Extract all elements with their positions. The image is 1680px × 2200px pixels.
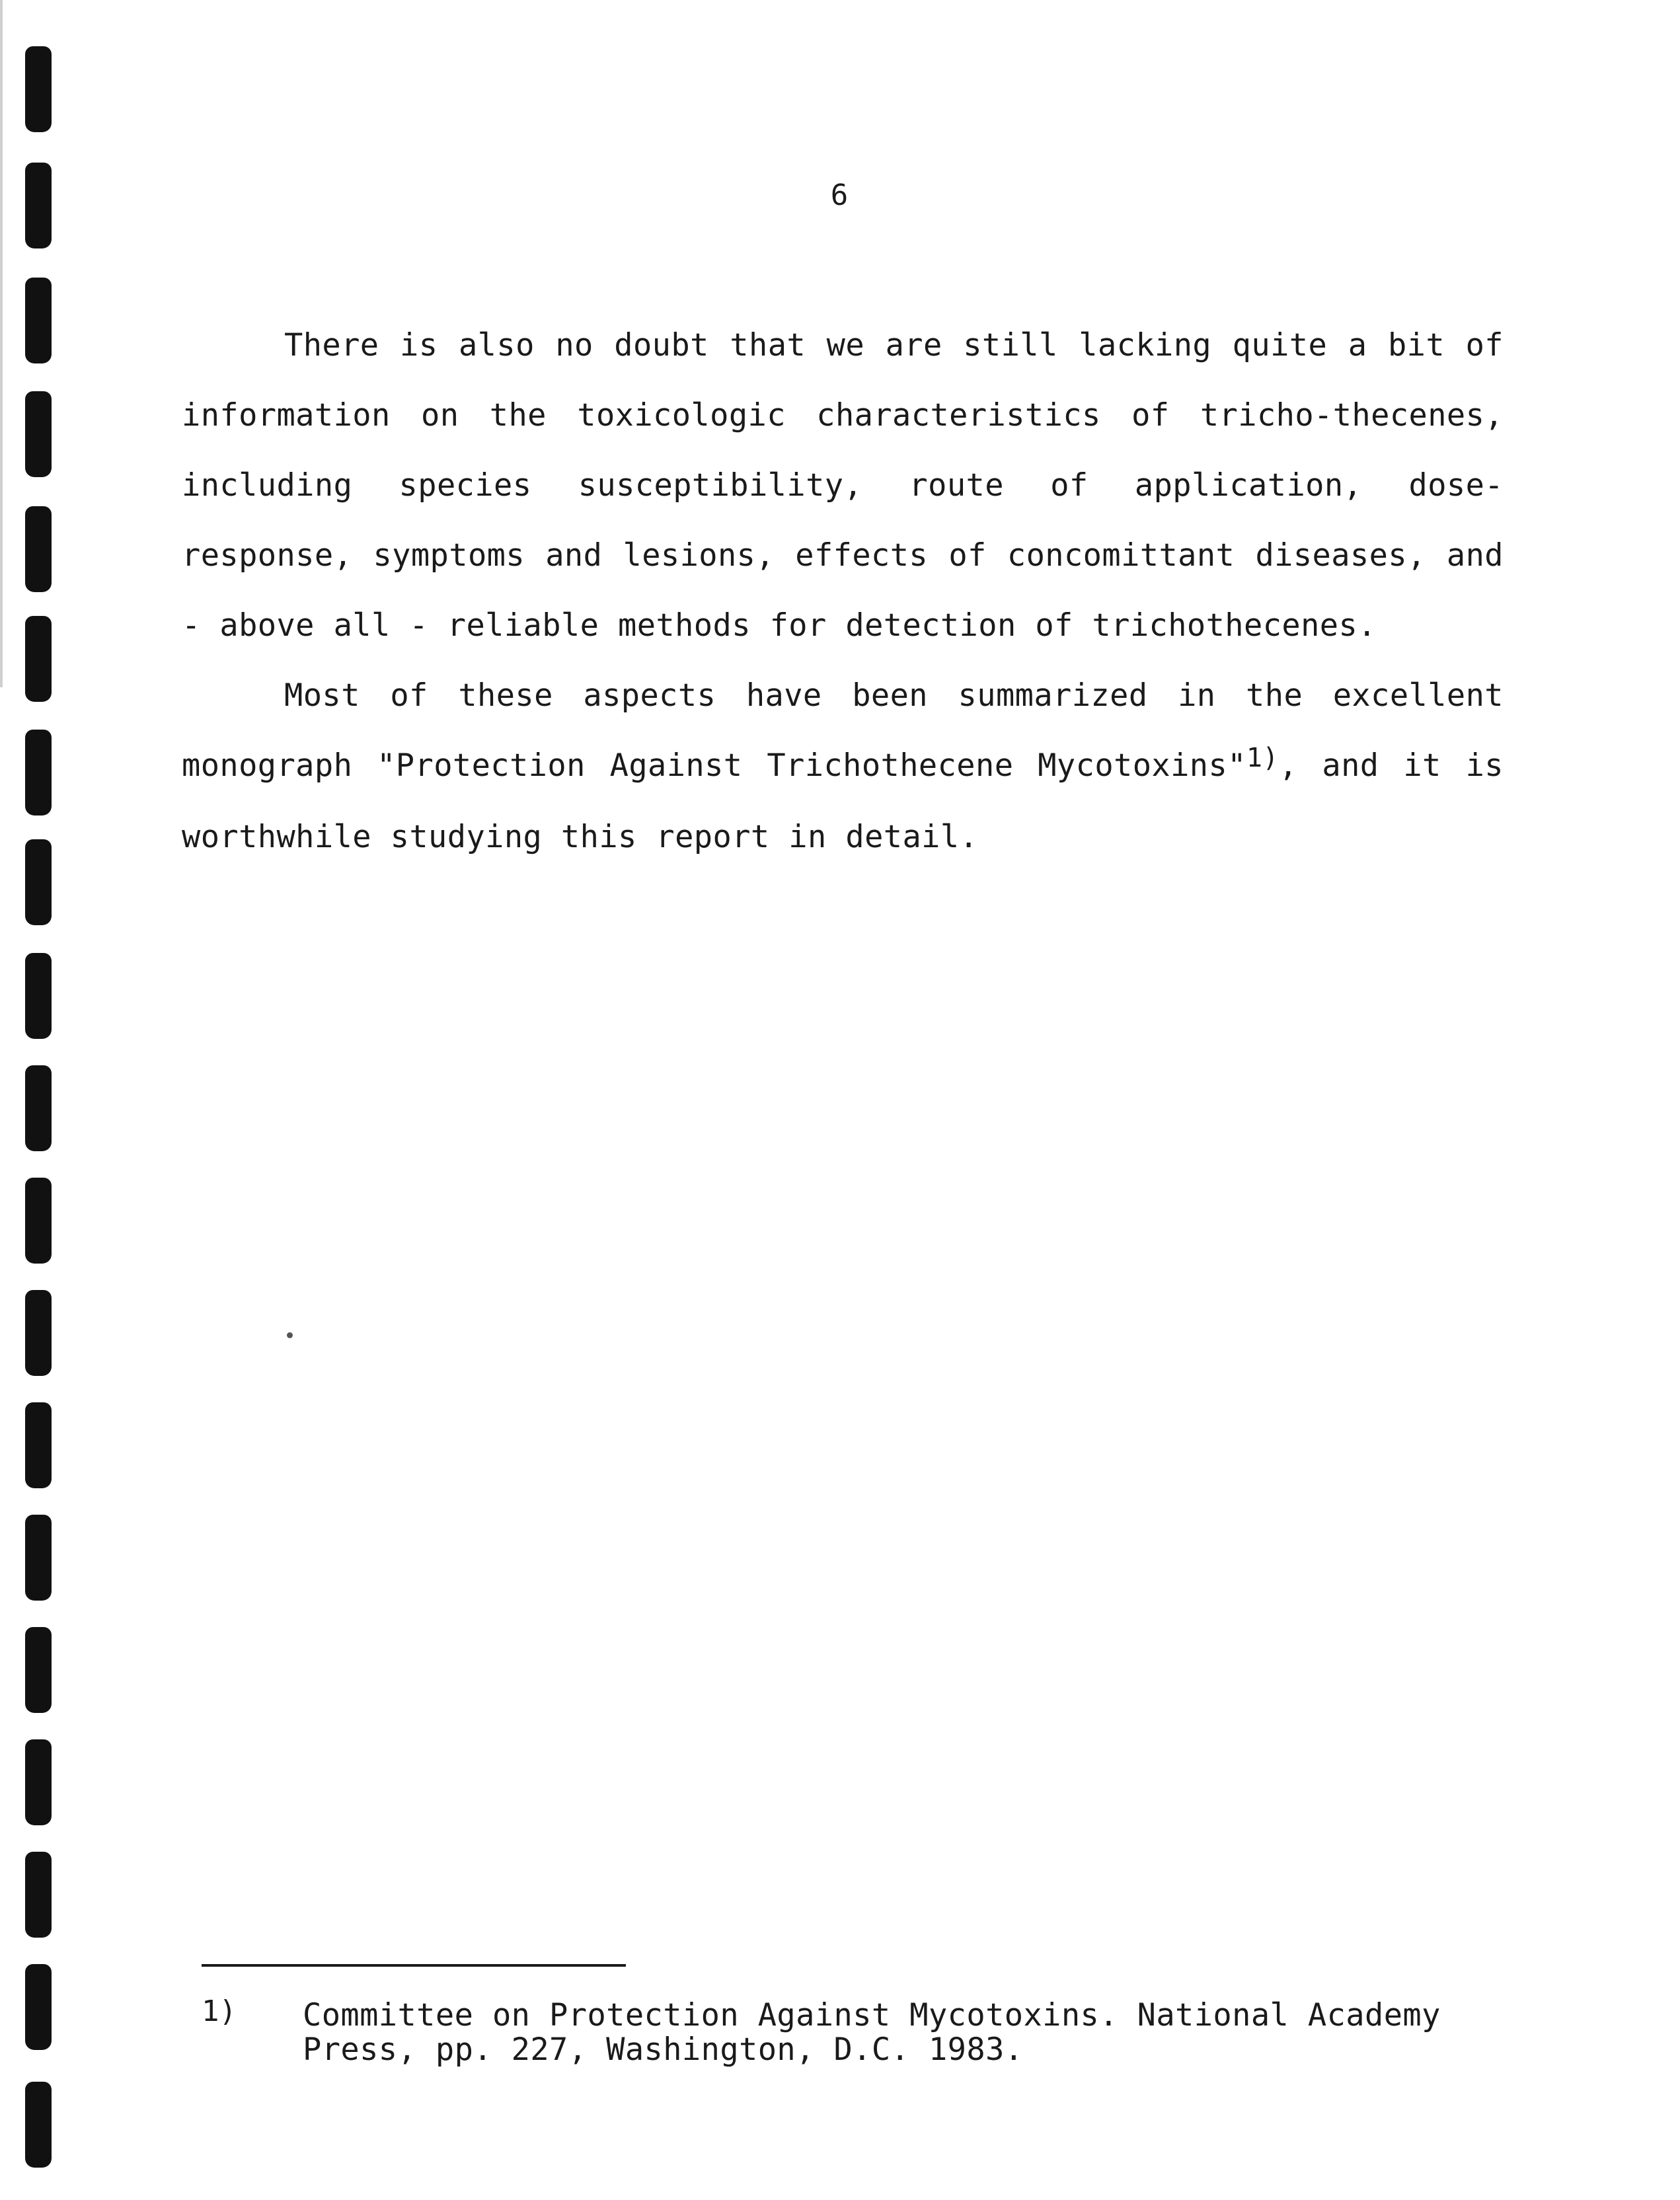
paragraph-2-text: Most of these aspects have been summarized in the excellent monograph "Protection Against Trichothecene Mycotoxins"	[182, 677, 1504, 784]
binding-hole	[25, 1739, 52, 1825]
binding-hole	[25, 1065, 52, 1151]
binding-hole	[25, 1852, 52, 1938]
footnote-marker: 1)	[202, 1994, 237, 2028]
footnote-reference: 1)	[1246, 743, 1279, 773]
binding-hole	[25, 506, 52, 592]
binding-edge	[0, 0, 3, 687]
paragraph-1: There is also no doubt that we are still lacking quite a bit of information on the toxicologic characteristics of tricho-thecenes, including species susceptibility, route of application, dose-response, symptoms and lesions, effects of concomittant diseases, and - above all - reliable methods for detection of trichothecenes.	[182, 327, 1504, 644]
binding-hole	[25, 278, 52, 363]
paragraph-2-tail: , and it is worthwhile studying this report in detail.	[182, 747, 1504, 855]
page-number: 6	[830, 178, 849, 212]
paragraph-2	[182, 661, 1504, 872]
footnote-text: Committee on Protection Against Mycotoxins. National Academy Press, pp. 227, Washington, D.C. 1983.	[303, 1997, 1441, 2068]
binding-hole	[25, 1402, 52, 1488]
binding-hole	[25, 1964, 52, 2050]
binding-holes	[25, 46, 57, 2181]
binding-hole	[25, 1290, 52, 1376]
binding-hole	[25, 163, 52, 248]
binding-hole	[25, 391, 52, 477]
binding-hole	[25, 1178, 52, 1264]
stray-dot	[287, 1332, 293, 1338]
binding-hole	[25, 953, 52, 1039]
body-text	[182, 311, 1504, 872]
binding-hole	[25, 1627, 52, 1713]
binding-hole	[25, 2082, 52, 2168]
binding-hole	[25, 46, 52, 132]
binding-hole	[25, 730, 52, 816]
binding-hole	[25, 616, 52, 702]
footnote-rule	[202, 1964, 626, 1967]
binding-hole	[25, 839, 52, 925]
binding-hole	[25, 1515, 52, 1601]
